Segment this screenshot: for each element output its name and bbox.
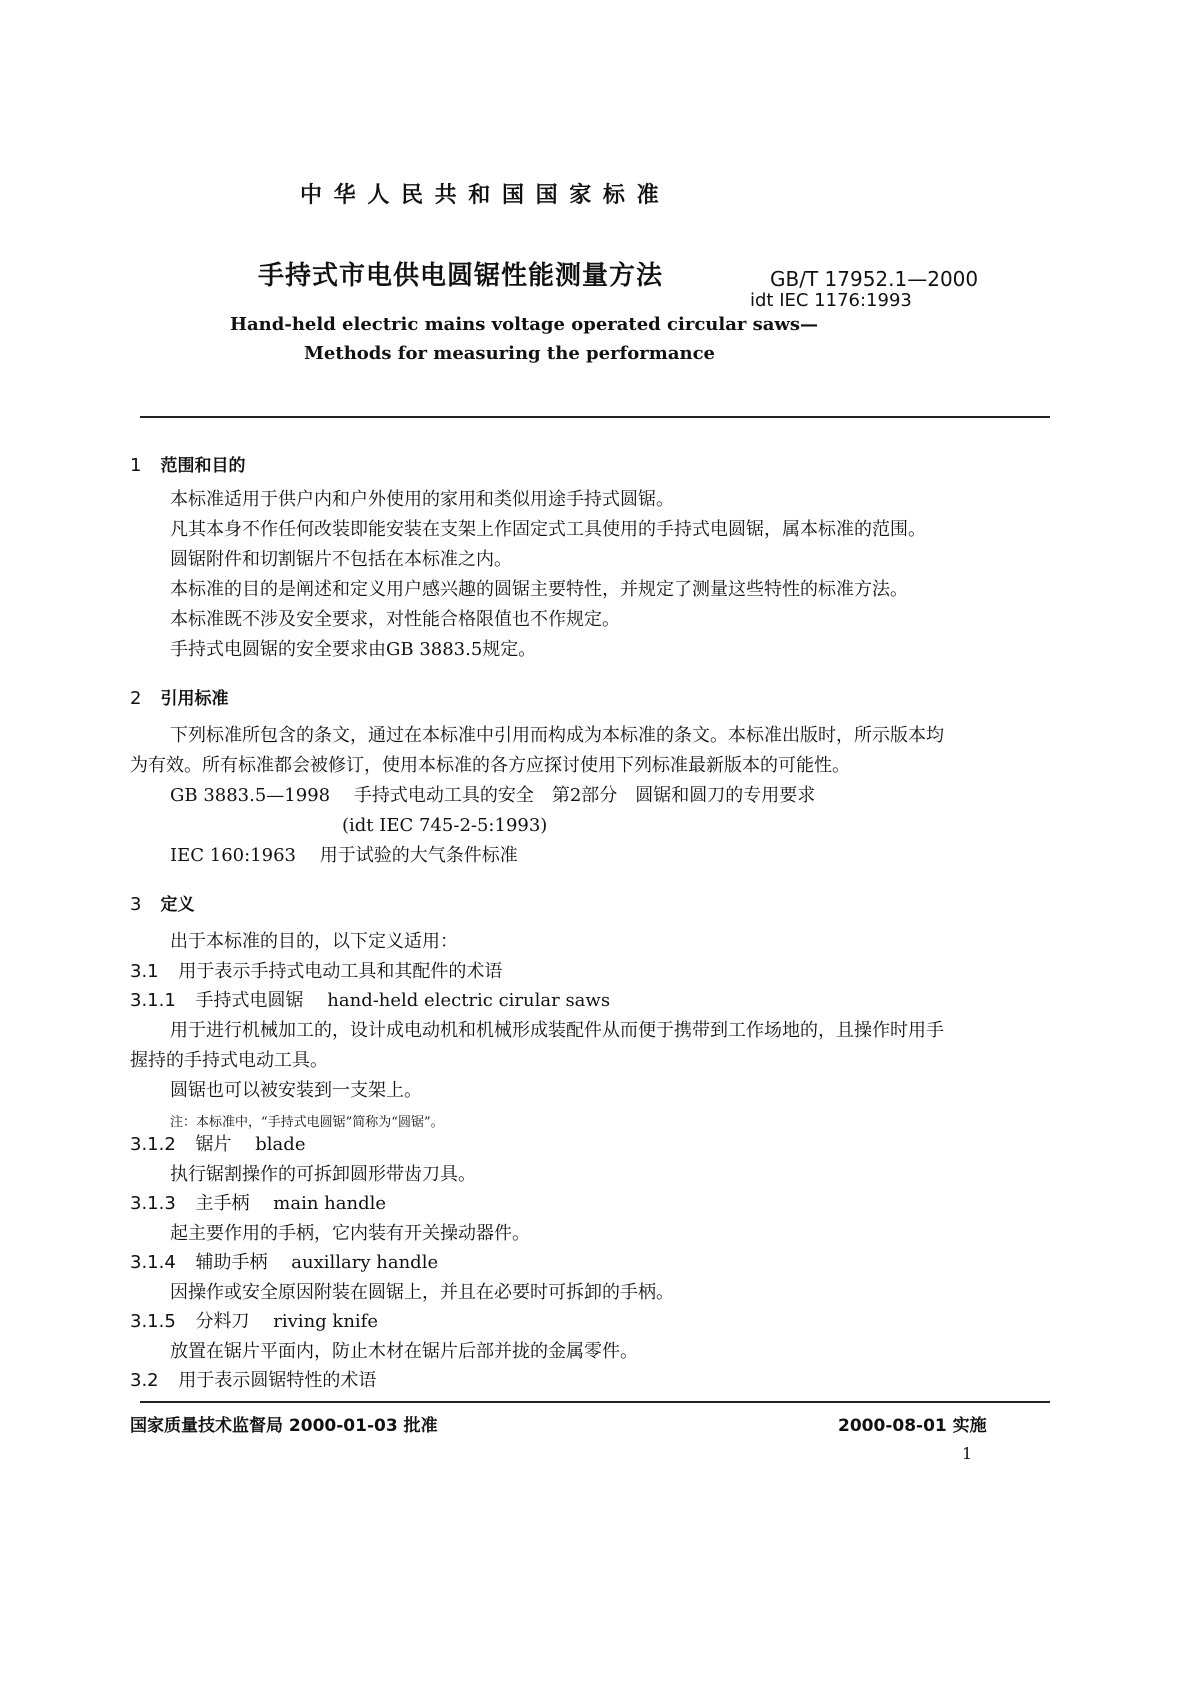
s1-paragraph: 本标准适用于供户内和户外使用的家用和类似用途手持式圆锯。 [170, 489, 674, 510]
s1-paragraph: 手持式电圆锯的安全要求由GB 3883.5规定。 [170, 639, 537, 660]
footer-divider [140, 1401, 1050, 1403]
document-title-cn: 手持式市电供电圆锯性能测量方法 [258, 261, 664, 291]
document-title-en-line2: Methods for measuring the performance [304, 343, 715, 364]
clause-title: 用于表示手持式电动工具和其配件的术语 [178, 961, 503, 982]
s1-paragraph: 凡其本身不作任何改装即能安装在支架上作固定式工具使用的手持式电圆锯，属本标准的范围。 [170, 519, 926, 540]
idt-reference: idt IEC 1176:1993 [750, 290, 912, 311]
term-en: main handle [273, 1193, 387, 1214]
term-en: riving knife [273, 1311, 378, 1332]
term-en: blade [255, 1134, 306, 1155]
clause-number: 3.2 [130, 1370, 159, 1391]
term-en: auxillary handle [291, 1252, 439, 1273]
reference-entry [170, 847, 518, 865]
header-divider [140, 416, 1050, 418]
clause-number: 3.1.5 [130, 1311, 176, 1332]
page-number: 1 [962, 1444, 973, 1463]
clause-number: 3.1.3 [130, 1193, 176, 1214]
definition-text: 放置在锯片平面内，防止木材在锯片后部并拢的金属零件。 [170, 1341, 638, 1362]
s1-paragraph: 本标准的目的是阐述和定义用户感兴趣的圆锯主要特性，并规定了测量这些特性的标准方法。 [170, 579, 908, 600]
definition-3-1-5 [130, 1313, 378, 1331]
definition-3-1-3 [130, 1195, 386, 1213]
definition-3-1-4 [130, 1254, 438, 1272]
clause-number: 3.1.4 [130, 1252, 176, 1273]
definition-text: 握持的手持式电动工具。 [130, 1050, 328, 1071]
definition-text: 起主要作用的手柄，它内装有开关操动器件。 [170, 1223, 530, 1244]
document-title-en-line1: Hand-held electric mains voltage operated circular saws— [230, 314, 819, 335]
reference-title: 用于试验的大气条件标准 [319, 845, 518, 866]
approval-line: 国家质量技术监督局 2000-01-03 批准 [130, 1416, 438, 1436]
reference-code: GB 3883.5—1998 [170, 785, 331, 806]
definition-3-1-1 [130, 992, 610, 1010]
term-cn: 主手柄 [195, 1193, 250, 1214]
standard-number: GB/T 17952.1—2000 [770, 267, 979, 291]
s2-paragraph-line2: 为有效。所有标准都会被修订，使用本标准的各方应探讨使用下列标准最新版本的可能性。 [130, 755, 850, 776]
reference-entry [342, 817, 547, 835]
section-number: 2 [130, 688, 142, 709]
section-3-heading [130, 890, 195, 915]
subsection-3-2 [130, 1372, 376, 1390]
s2-paragraph-line1: 下列标准所包含的条文，通过在本标准中引用而构成为本标准的条文。本标准出版时，所示版本均 [170, 725, 944, 746]
reference-title: (idt IEC 745-2-5:1993) [342, 815, 548, 836]
definition-text: 因操作或安全原因附装在圆锯上，并且在必要时可拆卸的手柄。 [170, 1282, 674, 1303]
implementation-date: 2000-08-01 实施 [838, 1416, 987, 1436]
term-cn: 分料刀 [195, 1311, 250, 1332]
national-standard-heading: 中 华 人 民 共 和 国 国 家 标 准 [300, 183, 661, 208]
section-number: 3 [130, 894, 142, 915]
term-cn: 辅助手柄 [195, 1252, 268, 1273]
term-en: hand-held electric cirular saws [327, 990, 611, 1011]
clause-number: 3.1.2 [130, 1134, 176, 1155]
term-cn: 锯片 [195, 1134, 232, 1155]
reference-entry [170, 787, 815, 805]
definition-text: 执行锯割操作的可拆卸圆形带齿刀具。 [170, 1164, 476, 1185]
definition-text: 用于进行机械加工的，设计成电动机和机械形成装配件从而便于携带到工作场地的，且操作时用手 [170, 1020, 944, 1041]
note: 注：本标准中，“手持式电圆锯”简称为“圆锯”。 [170, 1115, 444, 1130]
clause-number: 3.1 [130, 961, 159, 982]
s1-paragraph: 本标准既不涉及安全要求，对性能合格限值也不作规定。 [170, 609, 620, 630]
section-number: 1 [130, 455, 142, 476]
reference-title: 手持式电动工具的安全 第2部分 圆锯和圆刀的专用要求 [353, 785, 816, 806]
section-2-heading [130, 684, 229, 709]
reference-code: IEC 160:1963 [170, 845, 296, 866]
term-cn: 手持式电圆锯 [195, 990, 304, 1011]
clause-title: 用于表示圆锯特性的术语 [178, 1370, 377, 1391]
s1-paragraph: 圆锯附件和切割锯片不包括在本标准之内。 [170, 549, 512, 570]
clause-number: 3.1.1 [130, 990, 176, 1011]
section-title: 范围和目的 [160, 456, 246, 476]
definition-3-1-2 [130, 1136, 305, 1154]
subsection-3-1 [130, 963, 502, 981]
section-title: 引用标准 [160, 689, 229, 709]
section-title: 定义 [160, 895, 195, 915]
section-1-heading [130, 451, 246, 476]
definition-text: 圆锯也可以被安装到一支架上。 [170, 1080, 422, 1101]
s3-intro: 出于本标准的目的，以下定义适用： [170, 931, 458, 952]
